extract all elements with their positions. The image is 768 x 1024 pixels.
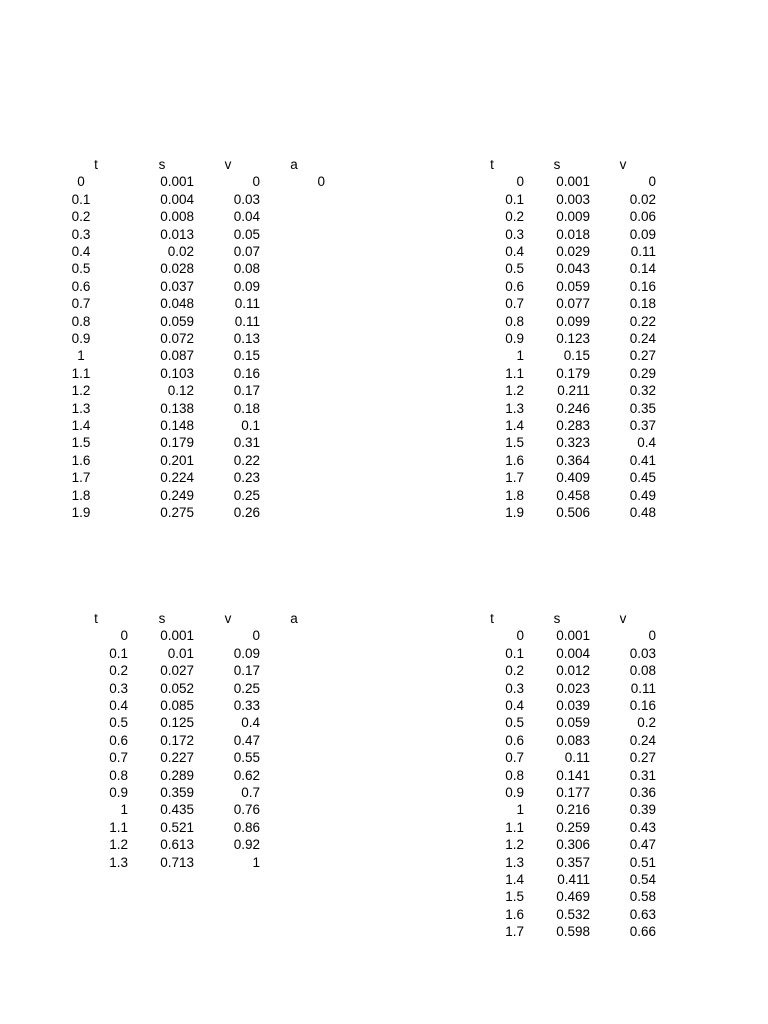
table-cell-t: 0.6 bbox=[109, 732, 128, 748]
table-cell-t: 1.6 bbox=[505, 452, 524, 468]
table-cell-s: 0.085 bbox=[160, 698, 194, 713]
column-header-t: t bbox=[94, 611, 98, 626]
table-cell-s: 0.306 bbox=[556, 837, 590, 853]
table-cell-s: 0.15 bbox=[563, 348, 590, 364]
column-header-t: t bbox=[490, 157, 494, 172]
table-cell-t: 0.2 bbox=[71, 209, 91, 225]
table-cell-v: 0.4 bbox=[241, 715, 260, 731]
table-cell-v: 0.24 bbox=[629, 732, 656, 748]
table-cell-v: 0.29 bbox=[629, 365, 656, 381]
table-cell-t: 1.8 bbox=[71, 487, 91, 503]
table-cell-v: 0.07 bbox=[233, 244, 260, 259]
table-cell-s: 0.008 bbox=[160, 209, 194, 225]
table-cell-v: 0.11 bbox=[234, 296, 260, 312]
table-cell-t: 0 bbox=[516, 628, 524, 644]
table-cell-v: 0.14 bbox=[629, 261, 656, 277]
table-cell-v: 0.22 bbox=[233, 452, 260, 468]
table-cell-t: 1.3 bbox=[505, 400, 524, 416]
table-cell-v: 0.31 bbox=[233, 435, 260, 451]
table-cell-s: 0.246 bbox=[556, 400, 590, 416]
table-cell-v: 0.03 bbox=[233, 191, 260, 207]
table-cell-t: 0.7 bbox=[505, 296, 524, 312]
table-cell-t: 1.7 bbox=[505, 470, 524, 486]
table-cell-v: 0.27 bbox=[629, 750, 656, 766]
table-cell-s: 0.012 bbox=[556, 663, 590, 679]
table-cell-v: 0.16 bbox=[233, 365, 260, 381]
table-cell-t: 1.4 bbox=[505, 872, 524, 887]
table-cell-t: 1.5 bbox=[505, 889, 524, 905]
table-cell-v: 0.48 bbox=[629, 505, 656, 520]
table-cell-t: 0.7 bbox=[505, 750, 524, 766]
table-cell-t: 0.3 bbox=[109, 680, 128, 696]
table-cell-t: 0 bbox=[77, 174, 85, 190]
table-cell-s: 0.001 bbox=[160, 628, 194, 644]
table-cell-t: 0.8 bbox=[505, 313, 524, 329]
table-cell-v: 0.23 bbox=[233, 470, 260, 486]
table-cell-s: 0.409 bbox=[556, 470, 590, 486]
table-cell-t: 1.3 bbox=[109, 854, 128, 870]
table-cell-v: 0.1 bbox=[241, 418, 260, 433]
table-cell-t: 0.8 bbox=[71, 313, 91, 329]
table-cell-v: 0.86 bbox=[233, 819, 260, 835]
column-header-t: t bbox=[94, 157, 98, 172]
table-cell-s: 0.598 bbox=[556, 924, 590, 940]
table-cell-t: 0.6 bbox=[505, 732, 524, 748]
table-cell-v: 1 bbox=[252, 854, 260, 870]
table-cell-s: 0.123 bbox=[556, 331, 590, 346]
table-cell-t: 1.1 bbox=[505, 819, 524, 835]
table-cell-v: 0.54 bbox=[629, 872, 656, 887]
table-cell-t: 1.5 bbox=[505, 435, 524, 451]
table-cell-v: 0.51 bbox=[629, 854, 656, 870]
table-cell-s: 0.141 bbox=[556, 767, 590, 783]
table-cell-v: 0.4 bbox=[637, 435, 656, 451]
table-cell-s: 0.052 bbox=[160, 680, 194, 696]
table-cell-s: 0.506 bbox=[556, 505, 590, 520]
table-cell-v: 0.08 bbox=[629, 663, 656, 679]
table-cell-t: 0.7 bbox=[109, 750, 128, 766]
table-cell-s: 0.037 bbox=[160, 278, 194, 294]
table-cell-v: 0.15 bbox=[233, 348, 260, 364]
column-header-v: v bbox=[619, 157, 627, 172]
table-cell-s: 0.613 bbox=[160, 837, 194, 853]
table-cell-s: 0.364 bbox=[556, 452, 590, 468]
table-cell-v: 0.25 bbox=[233, 487, 260, 503]
table-cell-t: 0.2 bbox=[505, 663, 524, 679]
table-cell-t: 0.4 bbox=[71, 244, 91, 259]
table-cell-v: 0.66 bbox=[629, 924, 656, 940]
table-cell-t: 0 bbox=[516, 174, 524, 190]
table-cell-v: 0.16 bbox=[629, 698, 656, 713]
table-cell-v: 0.47 bbox=[233, 732, 260, 748]
table-cell-s: 0.179 bbox=[556, 365, 590, 381]
table-cell-s: 0.469 bbox=[556, 889, 590, 905]
table-cell-s: 0.01 bbox=[167, 645, 194, 661]
table-cell-s: 0.018 bbox=[556, 226, 590, 242]
table-cell-s: 0.323 bbox=[556, 435, 590, 451]
table-cell-t: 1.1 bbox=[71, 365, 91, 381]
table-cell-t: 1.9 bbox=[71, 505, 91, 520]
table-cell-s: 0.023 bbox=[556, 680, 590, 696]
column-header-s: s bbox=[553, 611, 561, 626]
table-cell-s: 0.028 bbox=[160, 261, 194, 277]
table-cell-v: 0.17 bbox=[233, 383, 260, 399]
table-cell-v: 0.47 bbox=[629, 837, 656, 853]
table-cell-t: 0.8 bbox=[505, 767, 524, 783]
table-cell-s: 0.532 bbox=[556, 906, 590, 922]
table-cell-t: 1 bbox=[120, 802, 128, 818]
table-cell-t: 0.4 bbox=[109, 698, 128, 713]
table-cell-t: 0.3 bbox=[71, 226, 91, 242]
table-cell-s: 0.179 bbox=[160, 435, 194, 451]
table-cell-v: 0.62 bbox=[233, 767, 260, 783]
column-header-s: s bbox=[158, 157, 166, 172]
table-cell-s: 0.435 bbox=[160, 802, 194, 818]
table-cell-s: 0.11 bbox=[564, 750, 590, 766]
table-cell-s: 0.713 bbox=[160, 854, 194, 870]
table-cell-t: 0.2 bbox=[505, 209, 524, 225]
table-cell-t: 1.2 bbox=[505, 383, 524, 399]
table-cell-t: 1.1 bbox=[505, 365, 524, 381]
column-header-a: a bbox=[290, 157, 298, 172]
table-cell-v: 0.36 bbox=[629, 785, 656, 800]
table-cell-s: 0.009 bbox=[556, 209, 590, 225]
table-cell-v: 0.37 bbox=[629, 418, 656, 433]
table-cell-s: 0.02 bbox=[167, 244, 194, 259]
table-cell-v: 0.11 bbox=[630, 244, 656, 259]
table-cell-s: 0.103 bbox=[160, 365, 194, 381]
table-cell-s: 0.177 bbox=[556, 785, 590, 800]
table-cell-s: 0.227 bbox=[160, 750, 194, 766]
column-header-t: t bbox=[490, 611, 494, 626]
table-cell-s: 0.148 bbox=[160, 418, 194, 433]
table-cell-s: 0.216 bbox=[556, 802, 590, 818]
table-cell-s: 0.059 bbox=[160, 313, 194, 329]
table-cell-v: 0.25 bbox=[233, 680, 260, 696]
table-cell-s: 0.359 bbox=[160, 785, 194, 800]
table-cell-t: 0.1 bbox=[71, 191, 91, 207]
table-cell-v: 0 bbox=[252, 174, 260, 190]
table-cell-v: 0 bbox=[648, 174, 656, 190]
table-cell-s: 0.458 bbox=[556, 487, 590, 503]
table-cell-s: 0.283 bbox=[556, 418, 590, 433]
table-cell-s: 0.013 bbox=[160, 226, 194, 242]
table-cell-v: 0.58 bbox=[629, 889, 656, 905]
table-cell-s: 0.001 bbox=[160, 174, 194, 190]
table-cell-t: 0.3 bbox=[505, 680, 524, 696]
table-cell-t: 0 bbox=[120, 628, 128, 644]
table-cell-v: 0 bbox=[648, 628, 656, 644]
table-cell-v: 0 bbox=[252, 628, 260, 644]
table-cell-t: 1.3 bbox=[505, 854, 524, 870]
table-cell-t: 0.4 bbox=[505, 244, 524, 259]
column-header-s: s bbox=[158, 611, 166, 626]
table-cell-t: 1.2 bbox=[109, 837, 128, 853]
table-cell-t: 0.7 bbox=[71, 296, 91, 312]
table-cell-t: 0.9 bbox=[109, 785, 128, 800]
table-cell-s: 0.027 bbox=[160, 663, 194, 679]
table-cell-s: 0.004 bbox=[556, 645, 590, 661]
table-cell-s: 0.521 bbox=[160, 819, 194, 835]
table-cell-s: 0.001 bbox=[556, 174, 590, 190]
table-cell-t: 0.1 bbox=[505, 191, 524, 207]
table-cell-v: 0.27 bbox=[629, 348, 656, 364]
table-cell-t: 0.9 bbox=[505, 331, 524, 346]
table-cell-a: 0 bbox=[317, 174, 325, 190]
table-cell-s: 0.125 bbox=[160, 715, 194, 731]
table-cell-s: 0.275 bbox=[160, 505, 194, 520]
table-cell-s: 0.201 bbox=[160, 452, 194, 468]
table-cell-v: 0.24 bbox=[629, 331, 656, 346]
table-cell-v: 0.03 bbox=[629, 645, 656, 661]
table-cell-s: 0.003 bbox=[556, 191, 590, 207]
table-cell-s: 0.259 bbox=[556, 819, 590, 835]
table-cell-s: 0.172 bbox=[160, 732, 194, 748]
table-cell-s: 0.043 bbox=[556, 261, 590, 277]
table-cell-v: 0.43 bbox=[629, 819, 656, 835]
table-cell-v: 0.76 bbox=[233, 802, 260, 818]
table-cell-v: 0.09 bbox=[233, 278, 260, 294]
column-header-v: v bbox=[224, 157, 232, 172]
table-cell-t: 0.6 bbox=[505, 278, 524, 294]
table-cell-v: 0.02 bbox=[629, 191, 656, 207]
table-cell-t: 1 bbox=[516, 348, 524, 364]
table-cell-v: 0.11 bbox=[630, 680, 656, 696]
table-cell-v: 0.09 bbox=[233, 645, 260, 661]
table-cell-t: 0.5 bbox=[505, 261, 524, 277]
table-cell-t: 0.1 bbox=[109, 645, 128, 661]
table-cell-v: 0.31 bbox=[629, 767, 656, 783]
table-cell-t: 0.8 bbox=[109, 767, 128, 783]
column-header-v: v bbox=[224, 611, 232, 626]
table-cell-v: 0.32 bbox=[629, 383, 656, 399]
table-cell-v: 0.41 bbox=[629, 452, 656, 468]
table-cell-t: 0.6 bbox=[71, 278, 91, 294]
table-cell-s: 0.087 bbox=[160, 348, 194, 364]
table-cell-v: 0.08 bbox=[233, 261, 260, 277]
table-cell-t: 1 bbox=[77, 348, 85, 364]
table-cell-s: 0.059 bbox=[556, 278, 590, 294]
table-cell-v: 0.06 bbox=[629, 209, 656, 225]
table-cell-s: 0.249 bbox=[160, 487, 194, 503]
table-cell-v: 0.33 bbox=[233, 698, 260, 713]
table-cell-v: 0.04 bbox=[233, 209, 260, 225]
table-cell-v: 0.39 bbox=[629, 802, 656, 818]
table-cell-v: 0.45 bbox=[629, 470, 656, 486]
table-cell-t: 1.5 bbox=[71, 435, 91, 451]
table-cell-v: 0.55 bbox=[233, 750, 260, 766]
table-cell-t: 1.6 bbox=[71, 452, 91, 468]
table-cell-t: 0.1 bbox=[505, 645, 524, 661]
table-cell-t: 0.5 bbox=[71, 261, 91, 277]
table-cell-v: 0.05 bbox=[233, 226, 260, 242]
table-cell-s: 0.12 bbox=[167, 383, 194, 399]
table-cell-v: 0.26 bbox=[233, 505, 260, 520]
table-cell-s: 0.072 bbox=[160, 331, 194, 346]
table-cell-s: 0.059 bbox=[556, 715, 590, 731]
table-cell-s: 0.289 bbox=[160, 767, 194, 783]
table-cell-t: 1.2 bbox=[505, 837, 524, 853]
column-header-a: a bbox=[290, 611, 298, 626]
table-cell-v: 0.63 bbox=[629, 906, 656, 922]
table-cell-t: 0.3 bbox=[505, 226, 524, 242]
column-header-v: v bbox=[619, 611, 627, 626]
table-cell-t: 1.7 bbox=[505, 924, 524, 940]
table-cell-s: 0.048 bbox=[160, 296, 194, 312]
table-cell-v: 0.09 bbox=[629, 226, 656, 242]
table-cell-t: 1.9 bbox=[505, 505, 524, 520]
table-cell-s: 0.357 bbox=[556, 854, 590, 870]
table-cell-t: 0.4 bbox=[505, 698, 524, 713]
table-cell-t: 0.9 bbox=[505, 785, 524, 800]
table-cell-v: 0.7 bbox=[241, 785, 260, 800]
column-header-s: s bbox=[553, 157, 561, 172]
table-cell-s: 0.211 bbox=[557, 383, 590, 399]
table-cell-t: 1.8 bbox=[505, 487, 524, 503]
table-cell-s: 0.039 bbox=[556, 698, 590, 713]
table-cell-v: 0.16 bbox=[629, 278, 656, 294]
table-cell-v: 0.49 bbox=[629, 487, 656, 503]
table-cell-v: 0.13 bbox=[233, 331, 260, 346]
table-cell-t: 1.3 bbox=[71, 400, 91, 416]
table-cell-s: 0.001 bbox=[556, 628, 590, 644]
table-cell-t: 1.2 bbox=[71, 383, 91, 399]
table-cell-t: 1.7 bbox=[71, 470, 91, 486]
table-cell-s: 0.004 bbox=[160, 191, 194, 207]
table-cell-s: 0.224 bbox=[160, 470, 194, 486]
table-cell-t: 1.4 bbox=[505, 418, 524, 433]
table-cell-t: 0.9 bbox=[71, 331, 91, 346]
table-cell-t: 0.5 bbox=[505, 715, 524, 731]
table-cell-t: 0.2 bbox=[109, 663, 128, 679]
table-cell-t: 1.4 bbox=[71, 418, 91, 433]
table-cell-v: 0.22 bbox=[629, 313, 656, 329]
table-cell-v: 0.2 bbox=[637, 715, 656, 731]
table-cell-s: 0.029 bbox=[556, 244, 590, 259]
table-cell-v: 0.35 bbox=[629, 400, 656, 416]
table-cell-s: 0.083 bbox=[556, 732, 590, 748]
table-cell-t: 1.6 bbox=[505, 906, 524, 922]
table-cell-s: 0.077 bbox=[556, 296, 590, 312]
table-cell-v: 0.11 bbox=[234, 313, 260, 329]
table-cell-v: 0.17 bbox=[233, 663, 260, 679]
table-cell-t: 1 bbox=[516, 802, 524, 818]
table-cell-v: 0.92 bbox=[233, 837, 260, 853]
table-cell-s: 0.099 bbox=[556, 313, 590, 329]
table-cell-t: 1.1 bbox=[109, 819, 128, 835]
table-cell-s: 0.138 bbox=[160, 400, 194, 416]
table-cell-v: 0.18 bbox=[233, 400, 260, 416]
table-cell-v: 0.18 bbox=[629, 296, 656, 312]
table-cell-t: 0.5 bbox=[109, 715, 128, 731]
table-cell-s: 0.411 bbox=[557, 872, 590, 887]
